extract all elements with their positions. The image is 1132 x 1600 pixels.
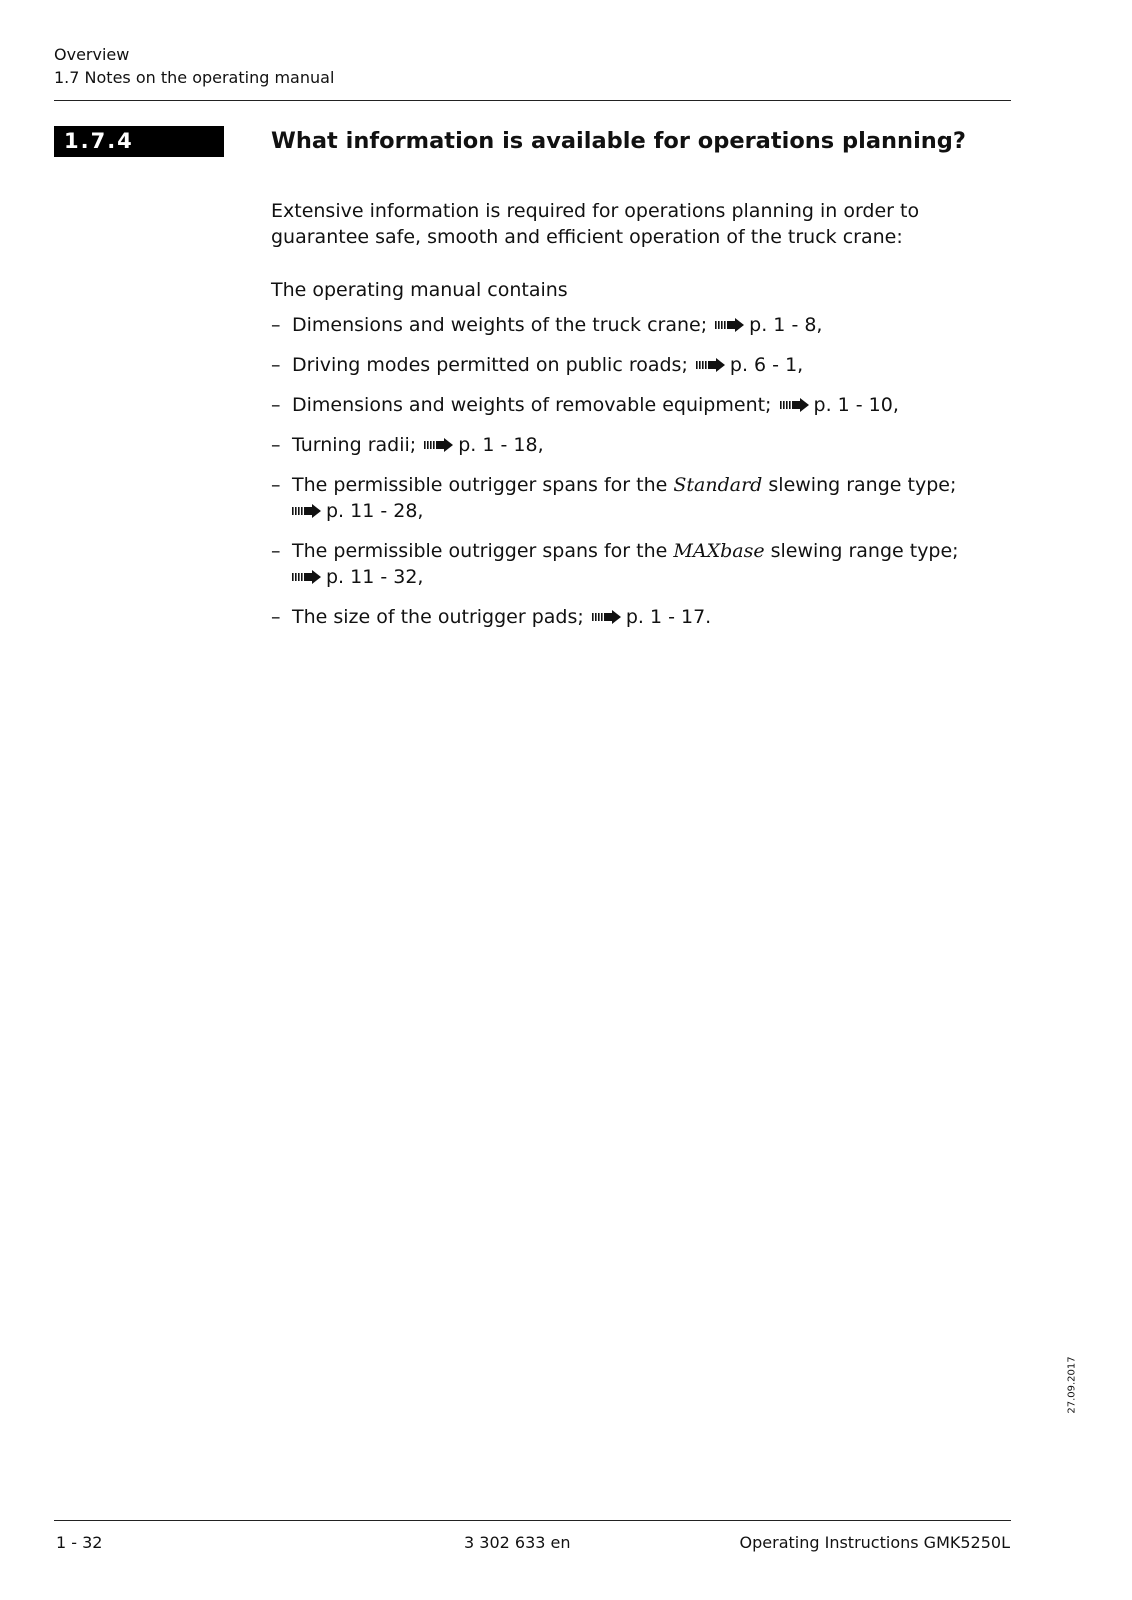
contains-heading: The operating manual contains (271, 279, 568, 301)
list-dash: – (271, 606, 281, 628)
page-reference-link[interactable]: p. 1 - 10, (813, 394, 899, 416)
list-item-text: The size of the outrigger pads; (292, 606, 584, 628)
page-reference-link[interactable]: p. 11 - 32, (326, 566, 424, 588)
list-dash: – (271, 474, 281, 496)
cross-reference-arrow-icon (715, 318, 746, 332)
page-reference-link[interactable]: p. 11 - 28, (326, 500, 424, 522)
footer-rule (54, 1520, 1011, 1521)
footer-page-number: 1 - 32 (56, 1533, 103, 1552)
cross-reference-arrow-icon (592, 610, 623, 624)
cross-reference-arrow-icon (696, 358, 727, 372)
list-item-text: Dimensions and weights of removable equipment; (292, 394, 772, 416)
cross-reference-arrow-icon (292, 504, 323, 518)
page-reference-link[interactable]: p. 6 - 1, (729, 354, 804, 376)
list-item (271, 432, 1011, 458)
cross-reference-arrow-icon (424, 438, 455, 452)
list-dash: – (271, 394, 281, 416)
list-item (271, 538, 1011, 590)
page-reference-link[interactable]: p. 1 - 8, (749, 314, 823, 336)
running-header-chapter: Overview (54, 45, 130, 64)
list-dash: – (271, 434, 281, 456)
running-header-section: 1.7 Notes on the operating manual (54, 68, 335, 87)
intro-paragraph: Extensive information is required for operations planning in order to guarantee safe, smooth and efficient operation of the truck crane: (271, 200, 920, 248)
list-dash: – (271, 314, 281, 336)
list-item-text: Turning radii; (292, 434, 417, 456)
list-item (271, 604, 1011, 630)
slewing-range-type-name: MAXbase (673, 540, 765, 562)
list-dash: – (271, 354, 281, 376)
list-item-text: slewing range type; (770, 540, 959, 562)
footer-document-number: 3 302 633 en (464, 1533, 571, 1552)
section-body (271, 198, 1011, 644)
header-rule (54, 100, 1011, 101)
list-item-text: slewing range type; (768, 474, 957, 496)
cross-reference-arrow-icon (780, 398, 811, 412)
list-item (271, 312, 1011, 338)
page-reference-link[interactable]: p. 1 - 18, (458, 434, 544, 456)
list-item-text: Dimensions and weights of the truck crane; (292, 314, 708, 336)
list-item (271, 472, 1011, 524)
list-item-text: The permissible outrigger spans for the (292, 474, 668, 496)
list-item (271, 392, 1011, 418)
footer-document-title: Operating Instructions GMK5250L (739, 1533, 1010, 1552)
information-list (271, 312, 1011, 630)
list-item (271, 352, 1011, 378)
list-item-text: The permissible outrigger spans for the (292, 540, 668, 562)
list-dash: – (271, 540, 281, 562)
side-date-stamp: 27.09.2017 (1066, 1356, 1078, 1414)
section-title: What information is available for operations planning? (271, 128, 966, 154)
page-reference-link[interactable]: p. 1 - 17. (625, 606, 712, 628)
running-header (54, 43, 334, 89)
section-number-box: 1.7.4 (54, 126, 224, 157)
list-item-text: Driving modes permitted on public roads; (292, 354, 688, 376)
slewing-range-type-name: Standard (673, 474, 763, 496)
cross-reference-arrow-icon (292, 570, 323, 584)
